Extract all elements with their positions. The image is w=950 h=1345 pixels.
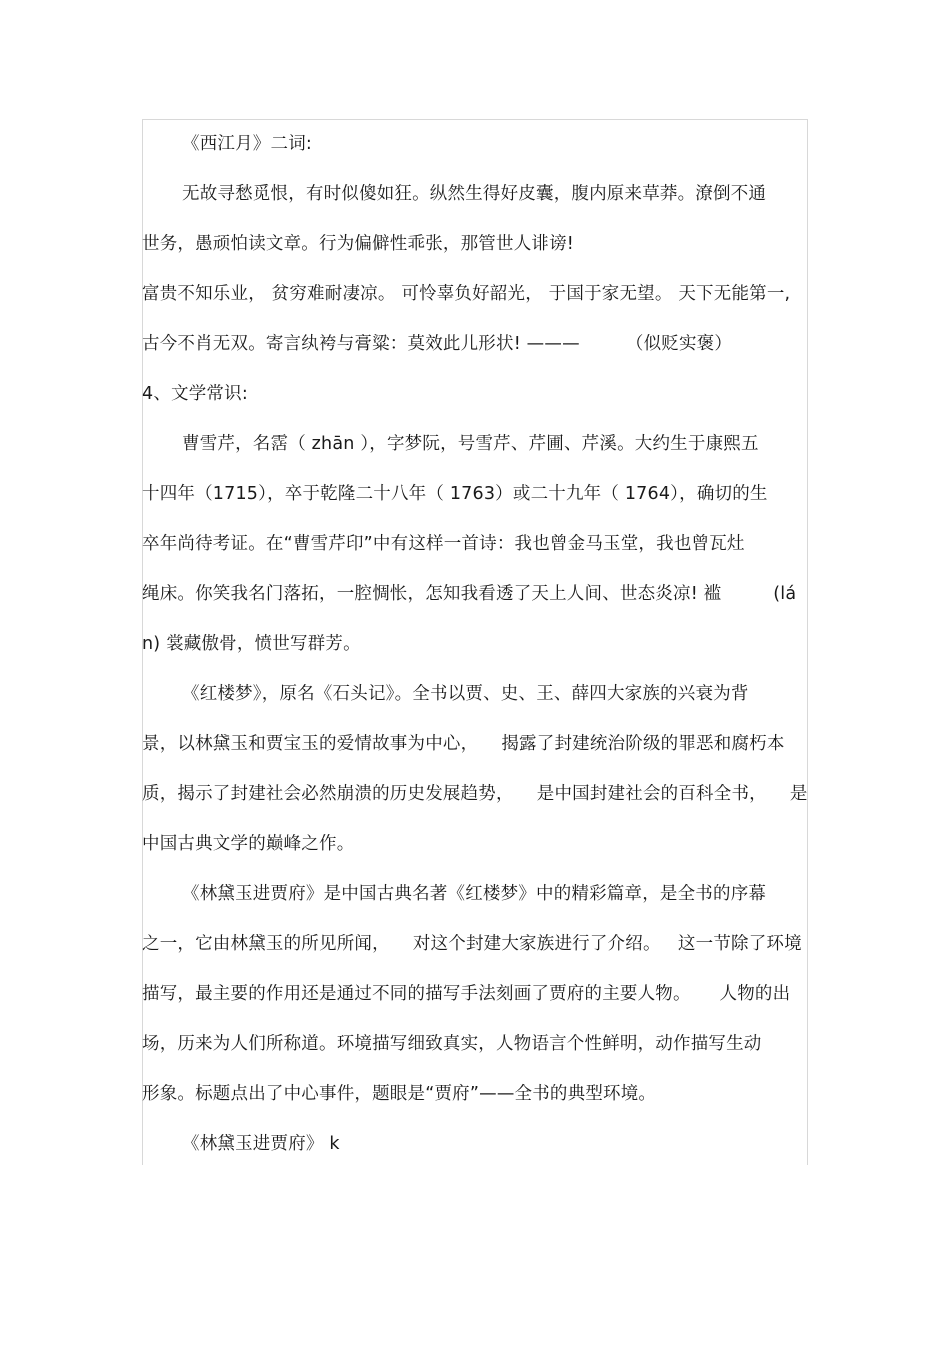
text-line: 中国古典文学的巅峰之作。 xyxy=(142,834,355,854)
text-line: 《红楼梦》，原名《石头记》。全书以贾、史、王、薛四大家族的兴衰为背 xyxy=(182,684,749,704)
poem-heading: 《西江月》二词: xyxy=(182,134,312,154)
text-line: 富贵不知乐业， 贫穷难耐凄凉。 可怜辜负好韶光， 于国于家无望。 天下无能第一, xyxy=(142,284,791,304)
section-heading: 4、文学常识: xyxy=(142,384,248,404)
text-line: 《林黛玉进贾府》 k xyxy=(182,1134,340,1154)
text-line: 十四年（1715），卒于乾隆二十八年（ 1763）或二十九年（ 1764），确切的生 xyxy=(142,484,768,504)
text-line: 之一，它由林黛玉的所见所闻， 对这个封建大家族进行了介绍。 这一节除了环境 xyxy=(142,934,802,954)
text-line: 古今不肖无双。寄言纨袴与膏粱：莫效此儿形状! ——— （似贬实褒） xyxy=(142,334,733,354)
text-line: n) 裳藏傲骨，愤世写群芳。 xyxy=(142,634,361,654)
text-line: 质，揭示了封建社会必然崩溃的历史发展趋势， 是中国封建社会的百科全书， 是 xyxy=(142,784,808,804)
text-line: 卒年尚待考证。在“曹雪芹印”中有这样一首诗：我也曾金马玉堂，我也曾瓦灶 xyxy=(142,534,745,554)
text-line: 描写，最主要的作用还是通过不同的描写手法刻画了贾府的主要人物。 人物的出 xyxy=(142,984,791,1004)
text-line: 《林黛玉进贾府》是中国古典名著《红楼梦》中的精彩篇章，是全书的序幕 xyxy=(182,884,767,904)
text-line: 景，以林黛玉和贾宝玉的爱情故事为中心， 揭露了封建统治阶级的罪恶和腐朽本 xyxy=(142,734,785,754)
text-line: 曹雪芹，名霑（ zhān ），字梦阮，号雪芹、芹圃、芹溪。大约生于康熙五 xyxy=(182,434,759,454)
text-line: 世务，愚顽怕读文章。行为偏僻性乖张，那管世人诽谤! xyxy=(142,234,575,254)
text-line: 场，历来为人们所称道。环境描写细致真实，人物语言个性鲜明，动作描写生动 xyxy=(142,1034,762,1054)
text-line: 形象。标题点出了中心事件，题眼是“贾府”——全书的典型环境。 xyxy=(142,1084,657,1104)
text-line: 无故寻愁觅恨，有时似傻如狂。纵然生得好皮囊，腹内原来草莽。潦倒不通 xyxy=(182,184,767,204)
text-line: 绳床。你笑我名门落拓，一腔惆怅，怎知我看透了天上人间、世态炎凉! 褴 (lá xyxy=(142,584,797,604)
